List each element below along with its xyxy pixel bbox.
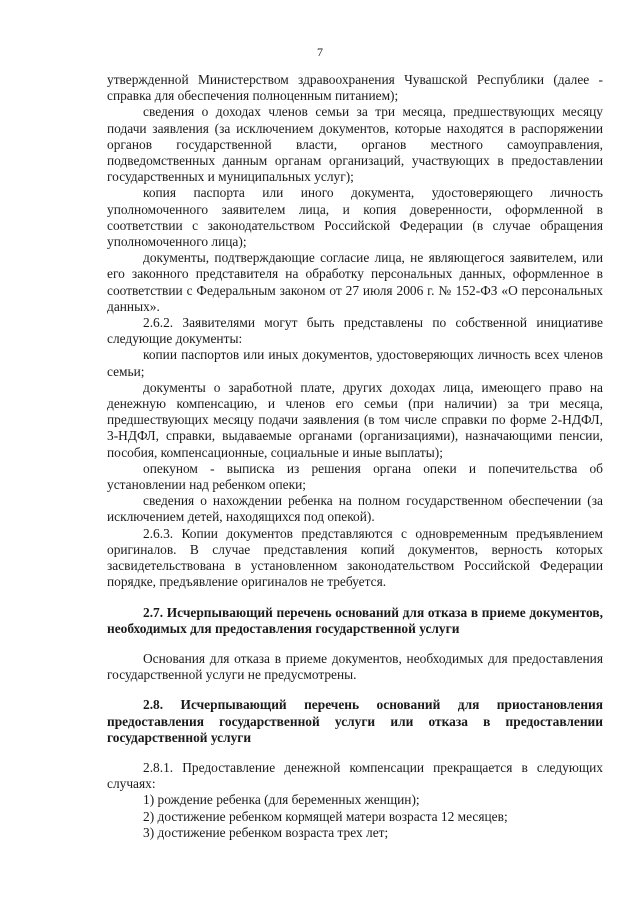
paragraph: сведения о доходах членов семьи за три месяца, предшествующих месяцу подачи заявления (за исключением документов, которые находятся в распоряжении органов государственной власти, органов местного самоуправления, подведомственных данным органам организаций, участвующих в предоставлении государственных и муниципальных услуг); (107, 104, 603, 185)
paragraph: 2.6.3. Копии документов представляются с одновременным предъявлением оригиналов. В случае представления копий документов, верность которых засвидетельствована в установленном законодательством Российской Федерации порядке, предъявление оригиналов не требуется. (107, 525, 603, 590)
document-body (107, 72, 603, 841)
paragraph: сведения о нахождении ребенка на полном государственном обеспечении (за исключением детей, находящихся под опекой). (107, 493, 603, 525)
page-number: 7 (317, 45, 323, 59)
paragraph: копия паспорта или иного документа, удостоверяющего личность уполномоченного заявителем лица, и копия доверенности, оформленной в соответствии с законодательством Российской Федерации (в случае обращения уполномоченного лица); (107, 185, 603, 250)
list-item: 2) достижение ребенком кормящей матери возраста 12 месяцев; (143, 808, 508, 824)
section-heading-2-7: 2.7. Исчерпывающий перечень оснований для отказа в приеме документов, необходимых для предоставления государственной услуги (107, 604, 603, 636)
list-item: 3) достижение ребенком возраста трех лет; (143, 824, 389, 840)
paragraph: копии паспортов или иных документов, удостоверяющих личность всех членов семьи; (107, 347, 603, 379)
list-item: 1) рождение ребенка (для беременных женщин); (143, 792, 420, 808)
section-body-2-7: Основания для отказа в приеме документов, необходимых для предоставления государственной услуги не предусмотрены. (107, 650, 603, 683)
paragraph: документы, подтверждающие согласие лица, не являющегося заявителем, или его законного представителя на обработку персональных данных, оформленное в соответствии с Федеральным законом от 27 июля 2006 г. № 152-ФЗ «О персональных данных». (107, 250, 603, 314)
paragraph: 2.6.2. Заявителями могут быть представлены по собственной инициативе следующие документы: (107, 315, 603, 347)
paragraph: документы о заработной плате, других доходах лица, имеющего право на денежную компенсацию, и членов его семьи (при наличии) за три месяца, предшествующих месяцу подачи заявления (в том числе справки по форме 2-НДФЛ, 3-НДФЛ, справки, выдаваемые органами (организациями), назначающими пенсии, пособия, компенсационные, социальные и иные выплаты); (107, 379, 603, 460)
section-intro-2-8-1: 2.8.1. Предоставление денежной компенсации прекращается в следующих случаях: (107, 759, 603, 792)
paragraph: опекуном - выписка из решения органа опеки и попечительства об установлении над ребенком опеки; (107, 460, 603, 493)
paragraph: утвержденной Министерством здравоохранения Чувашской Республики (далее - справка для обеспечения полноценным питанием); (107, 72, 603, 104)
section-heading-2-8: 2.8. Исчерпывающий перечень оснований для приостановления предоставления государственной услуги или отказа в предоставлении государственной услуги (107, 697, 603, 745)
